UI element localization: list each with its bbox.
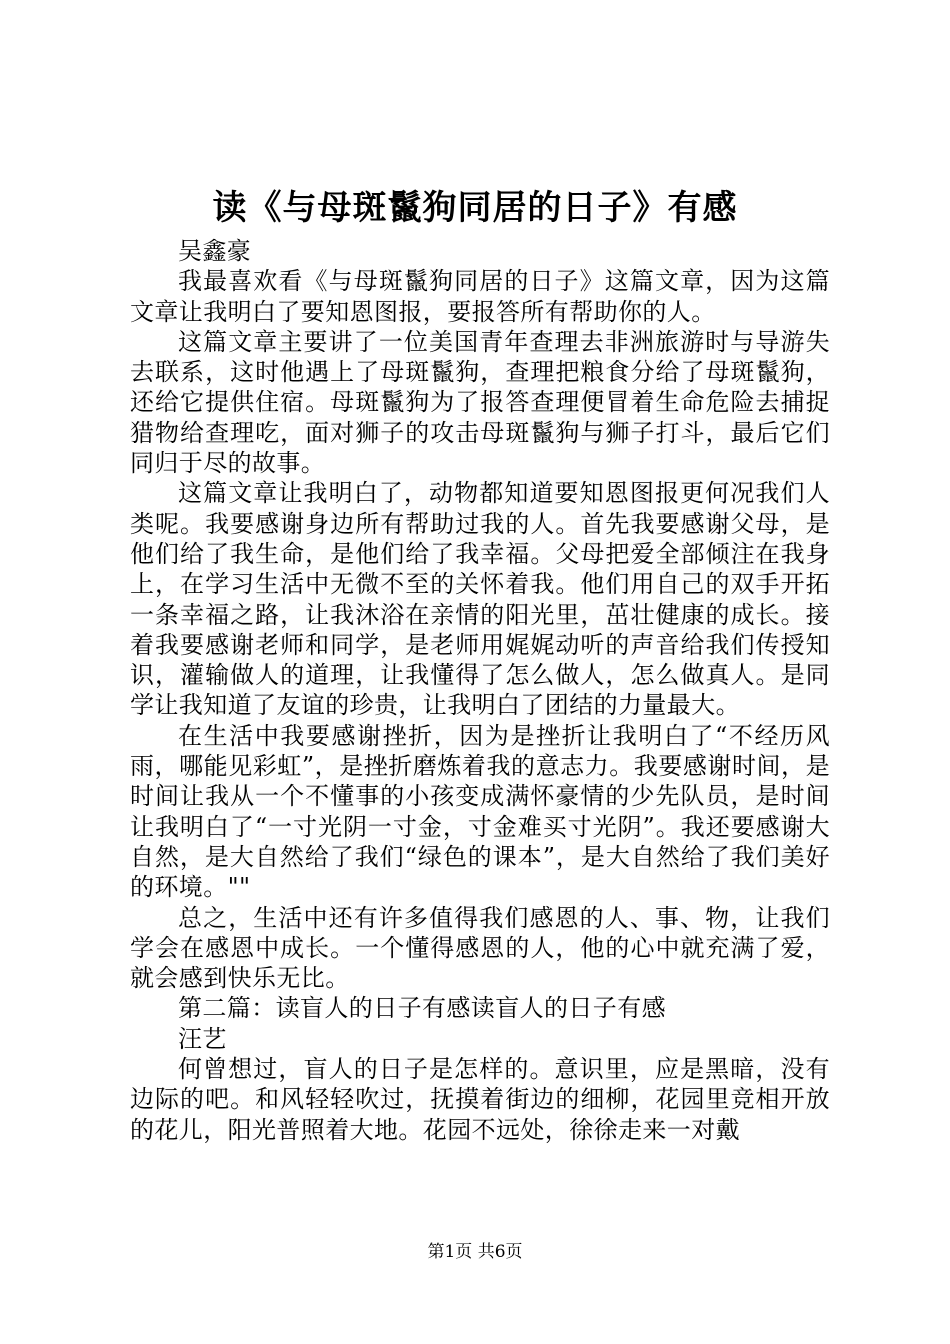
paragraph: 在生活中我要感谢挫折，因为是挫折让我明白了“不经历风雨，哪能见彩虹”，是挫折磨炼着我的意志力。我要感谢时间，是时间让我从一个不懂事的小孩变成满怀豪情的少先队员，是时间让我明白了“一寸光阴一寸金，寸金难买寸光阴”。我还要感谢大自然，是大自然给了我们“绿色的课本”，是大自然给了我们美好的环境。"" [130,721,830,902]
author-line: 吴鑫豪 [178,237,252,265]
section-heading: 第二篇：读盲人的日子有感读盲人的日子有感 [178,994,666,1023]
paragraph: 何曾想过，盲人的日子是怎样的。意识里，应是黑暗，没有边际的吧。和风轻轻吹过，抚摸着街边的细柳，花园里竞相开放的花儿，阳光普照着大地。花园不远处，徐徐走来一对戴 [130,1055,830,1144]
document-title: 读《与母斑鬣狗同居的日子》有感 [212,188,738,228]
author-line: 汪艺 [178,1024,227,1053]
paragraph: 这篇文章让我明白了，动物都知道要知恩图报更何况我们人类呢。我要感谢身边所有帮助过我的人。首先我要感谢父母，是他们给了我生命，是他们给了我幸福。父母把爱全部倾注在我身上，在学习生活中无微不至的关怀着我。他们用自己的双手开拓一条幸福之路，让我沐浴在亲情的阳光里，茁壮健康的成长。接着我要感谢老师和同学，是老师用娓娓动听的声音给我们传授知识，灌输做人的道理，让我懂得了怎么做人，怎么做真人。是同学让我知道了友谊的珍贵，让我明白了团结的力量最大。 [130,479,830,720]
document-body [130,236,830,1145]
paragraph: 这篇文章主要讲了一位美国青年查理去非洲旅游时与导游失去联系，这时他遇上了母斑鬣狗，查理把粮食分给了母斑鬣狗，还给它提供住宿。母斑鬣狗为了报答查理便冒着生命危险去捕捉猎物给查理吃，面对狮子的攻击母斑鬣狗与狮子打斗，最后它们同归于尽的故事。 [130,327,830,478]
paragraph: 我最喜欢看《与母斑鬣狗同居的日子》这篇文章，因为这篇文章让我明白了要知恩图报，要报答所有帮助你的人。 [130,267,830,326]
page-footer: 第1页 共6页 [427,1242,523,1262]
paragraph: 总之，生活中还有许多值得我们感恩的人、事、物，让我们学会在感恩中成长。一个懂得感恩的人，他的心中就充满了爱，就会感到快乐无比。 [130,903,830,993]
